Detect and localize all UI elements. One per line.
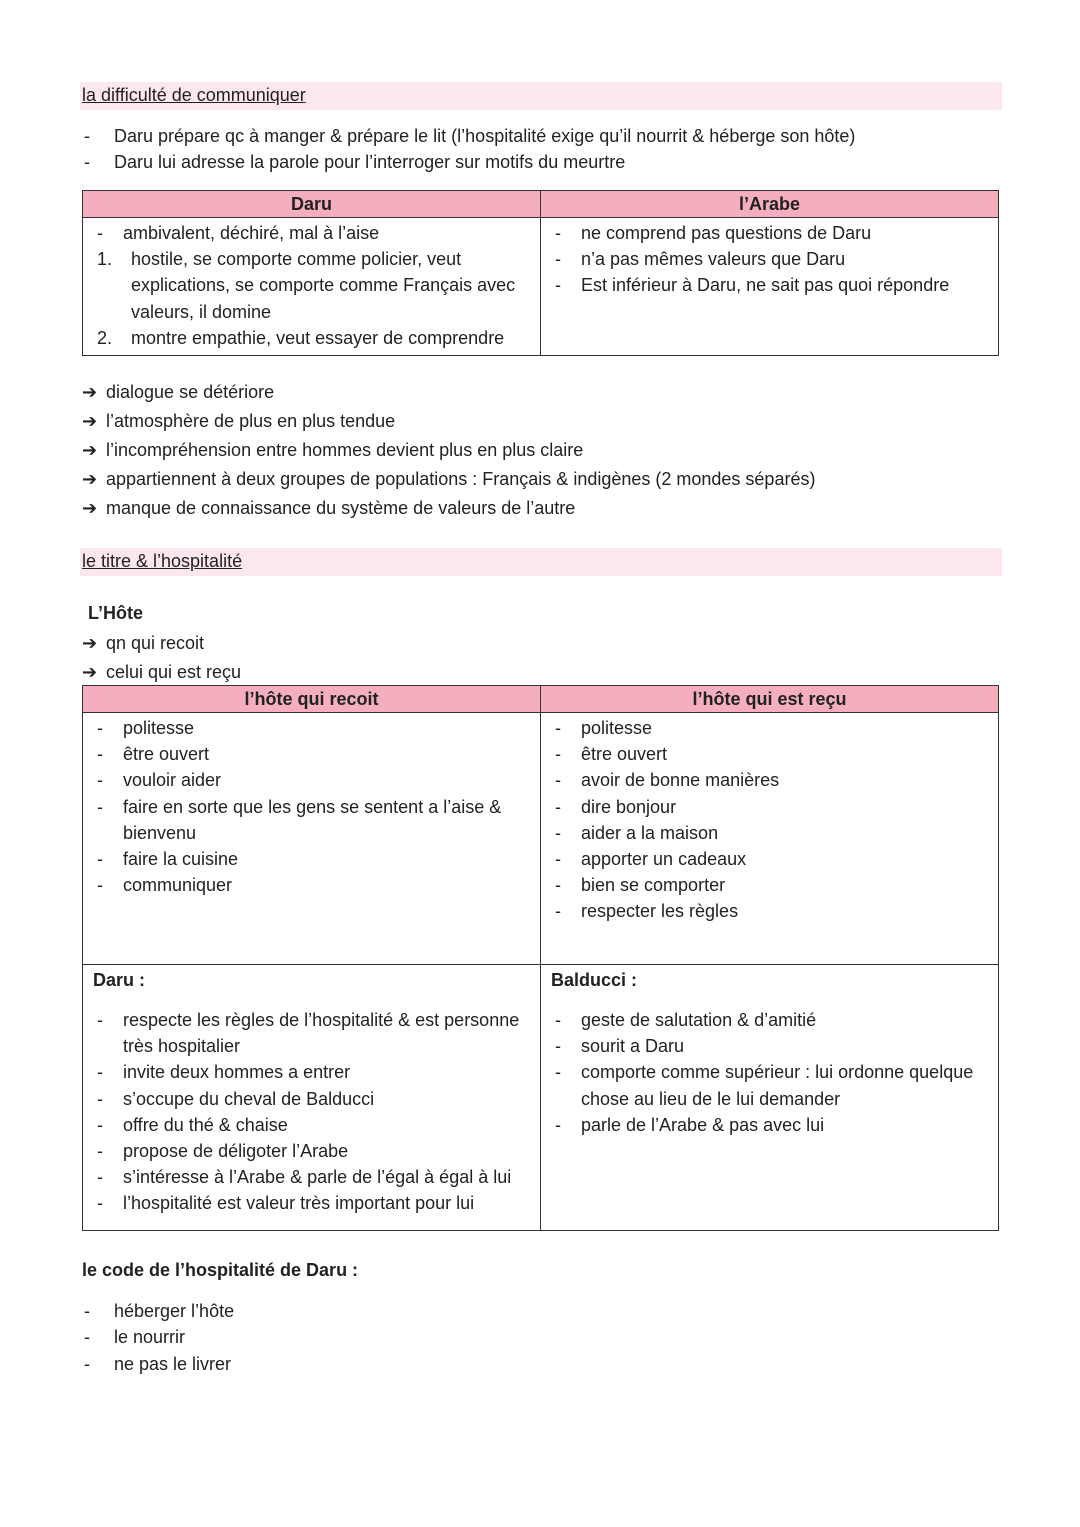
dash-marker: - <box>555 249 561 270</box>
list-item <box>555 715 988 741</box>
number-marker: 2. <box>97 327 113 348</box>
section-title: le titre & l’hospitalité <box>82 551 243 571</box>
list-item-text: communiquer <box>123 875 233 896</box>
arrow-icon: ➔ <box>82 498 98 518</box>
dash-marker: - <box>97 744 103 765</box>
list-item-text: apporter un cadeaux <box>581 849 747 870</box>
list-item-text: geste de salutation & d’amitié <box>581 1010 817 1030</box>
list-item <box>97 715 530 741</box>
list-item <box>555 872 988 898</box>
dash-marker: - <box>555 744 561 765</box>
list-item <box>97 246 530 325</box>
list-item-text: s’intéresse à l’Arabe & parle de l’égal à égal à lui <box>123 1167 512 1188</box>
list-item <box>555 741 988 767</box>
table-cell <box>541 713 999 965</box>
list-item <box>555 898 988 924</box>
arrow-icon: ➔ <box>82 411 98 431</box>
section-title-bar <box>80 82 1002 110</box>
list-item-text: Daru prépare qc à manger & prépare le lit (l’hospitalité exige qu’il nourrit & héberge son hôte) <box>114 126 856 146</box>
arrow-icon: ➔ <box>82 633 98 653</box>
list-item <box>97 767 530 793</box>
dash-marker: - <box>97 1062 103 1083</box>
arrow-item <box>82 436 583 465</box>
list-item <box>97 1138 530 1164</box>
list-item-text: respecte les règles de l’hospitalité & est personne très hospitalier <box>123 1010 520 1057</box>
list-item-text: héberger l’hôte <box>114 1301 235 1321</box>
list-item <box>555 767 988 793</box>
dash-marker: - <box>555 1114 561 1135</box>
arrow-item <box>82 378 274 407</box>
dash-marker: - <box>97 223 103 243</box>
list-item <box>555 1007 988 1033</box>
dash-marker: - <box>555 770 561 791</box>
hote-table <box>82 685 999 1231</box>
number-marker: 1. <box>97 249 113 270</box>
dash-marker: - <box>84 1327 90 1347</box>
arrow-icon: ➔ <box>82 662 98 682</box>
list-item-text: s’occupe du cheval de Balducci <box>123 1088 375 1109</box>
list-item-text: montre empathie, veut essayer de comprendre <box>131 327 505 348</box>
list-item <box>555 1112 988 1138</box>
list-item <box>555 846 988 872</box>
arrow-icon: ➔ <box>82 469 98 489</box>
list-item-text: ne pas le livrer <box>114 1354 232 1374</box>
dash-marker: - <box>97 849 103 870</box>
list-item-text: faire en sorte que les gens se sentent a l’aise & bienvenu <box>123 796 502 843</box>
arrow-item-text: l’incompréhension entre hommes devient plus en plus claire <box>106 440 584 460</box>
dash-marker: - <box>97 1114 103 1135</box>
list-item-text: Est inférieur à Daru, ne sait pas quoi répondre <box>581 275 950 296</box>
dash-marker: - <box>97 796 103 817</box>
dash-marker: - <box>555 223 561 243</box>
list-item <box>555 794 988 820</box>
dash-marker: - <box>555 875 561 896</box>
arrow-item <box>82 407 395 436</box>
dash-marker: - <box>555 718 561 738</box>
list-item <box>97 1112 530 1138</box>
cell-title-balducci: Balducci : <box>551 970 638 990</box>
table-header-hote-qui-est-recu: l’hôte qui est reçu <box>541 686 999 713</box>
list-item <box>555 246 988 272</box>
dash-marker: - <box>555 1062 561 1083</box>
dash-marker: - <box>555 796 561 817</box>
dash-marker: - <box>555 1036 561 1057</box>
list-item-text: faire la cuisine <box>123 849 239 870</box>
list-item-text: avoir de bonne manières <box>581 770 780 791</box>
list-item-text: aider a la maison <box>581 822 719 843</box>
list-item <box>555 272 988 298</box>
list-item-text: n’a pas mêmes valeurs que Daru <box>581 249 846 270</box>
arrow-item-text: appartiennent à deux groupes de populations : Français & indigènes (2 mondes séparés) <box>106 469 816 489</box>
list-item-text: hostile, se comporte comme policier, veut explications, se comporte comme Français avec valeurs, il domine <box>131 249 516 322</box>
list-item-text: vouloir aider <box>123 770 222 791</box>
dash-marker: - <box>97 1167 103 1188</box>
dash-marker: - <box>97 718 103 738</box>
list-item <box>555 1033 988 1059</box>
arrow-item-text: qn qui recoit <box>106 633 205 653</box>
dash-marker: - <box>84 152 90 172</box>
arrow-item-text: celui qui est reçu <box>106 662 242 682</box>
dash-marker: - <box>97 1010 103 1030</box>
arrow-item-text: l’atmosphère de plus en plus tendue <box>106 411 396 431</box>
dash-marker: - <box>97 770 103 791</box>
list-item <box>555 220 988 246</box>
list-item <box>555 1059 988 1111</box>
section-heading: le code de l’hospitalité de Daru : <box>82 1260 359 1280</box>
arrow-icon: ➔ <box>82 382 98 402</box>
dash-marker: - <box>97 1088 103 1109</box>
list-item-text: être ouvert <box>581 744 668 765</box>
table-cell <box>541 965 999 1231</box>
dash-marker: - <box>555 901 561 922</box>
arrow-item <box>82 465 815 494</box>
list-item <box>97 741 530 767</box>
list-item <box>97 1007 530 1059</box>
list-item-text: l’hospitalité est valeur très important pour lui <box>123 1193 475 1214</box>
dash-marker: - <box>555 822 561 843</box>
arrow-item <box>82 658 241 687</box>
table-cell <box>83 965 541 1231</box>
list-item-text: ambivalent, déchiré, mal à l’aise <box>123 223 380 243</box>
list-item <box>97 1086 530 1112</box>
table-header-arabe: l’Arabe <box>541 191 999 218</box>
arrow-item-text: manque de connaissance du système de valeurs de l’autre <box>106 498 576 518</box>
list-item-text: dire bonjour <box>581 796 677 817</box>
dash-marker: - <box>84 126 90 146</box>
list-item-text: sourit a Daru <box>581 1036 685 1057</box>
dash-marker: - <box>97 1193 103 1214</box>
list-item-text: Daru lui adresse la parole pour l’interroger sur motifs du meurtre <box>114 152 626 172</box>
list-item <box>97 220 530 246</box>
arrow-item-text: dialogue se détériore <box>106 382 275 402</box>
dash-marker: - <box>555 849 561 870</box>
list-item-text: invite deux hommes a entrer <box>123 1062 351 1083</box>
arrow-item <box>82 629 204 658</box>
dash-marker: - <box>555 275 561 296</box>
list-item <box>97 1059 530 1085</box>
list-item <box>97 846 530 872</box>
dash-marker: - <box>555 1010 561 1030</box>
section-title: la difficulté de communiquer <box>82 85 306 105</box>
list-item-text: propose de déligoter l’Arabe <box>123 1141 349 1162</box>
table-header-daru: Daru <box>83 191 541 218</box>
list-item-text: politesse <box>123 718 195 738</box>
list-item-text: bien se comporter <box>581 875 726 896</box>
list-item-text: le nourrir <box>114 1327 186 1347</box>
list-item-text: ne comprend pas questions de Daru <box>581 223 872 243</box>
list-item-text: parle de l’Arabe & pas avec lui <box>581 1114 825 1135</box>
list-item-text: offre du thé & chaise <box>123 1114 288 1135</box>
dash-marker: - <box>97 875 103 896</box>
list-item <box>97 1190 530 1216</box>
arrow-icon: ➔ <box>82 440 98 460</box>
list-item <box>97 872 530 898</box>
dash-marker: - <box>84 1354 90 1374</box>
list-item <box>97 1164 530 1190</box>
cell-title-daru: Daru : <box>93 970 146 990</box>
list-item-text: comporte comme supérieur : lui ordonne quelque chose au lieu de le lui demander <box>581 1062 974 1109</box>
list-item <box>97 325 530 351</box>
table-cell <box>83 218 541 356</box>
arrow-item <box>82 494 575 523</box>
table-cell <box>83 713 541 965</box>
list-item-text: politesse <box>581 718 653 738</box>
list-item-text: respecter les règles <box>581 901 739 922</box>
dash-marker: - <box>84 1301 90 1321</box>
daru-arabe-table <box>82 190 999 356</box>
dash-marker: - <box>97 1141 103 1162</box>
table-cell <box>541 218 999 356</box>
list-item-text: être ouvert <box>123 744 210 765</box>
list-item <box>97 794 530 846</box>
section-title-bar <box>80 548 1002 576</box>
subheading: L’Hôte <box>88 603 144 623</box>
table-header-hote-qui-recoit: l’hôte qui recoit <box>83 686 541 713</box>
list-item <box>555 820 988 846</box>
